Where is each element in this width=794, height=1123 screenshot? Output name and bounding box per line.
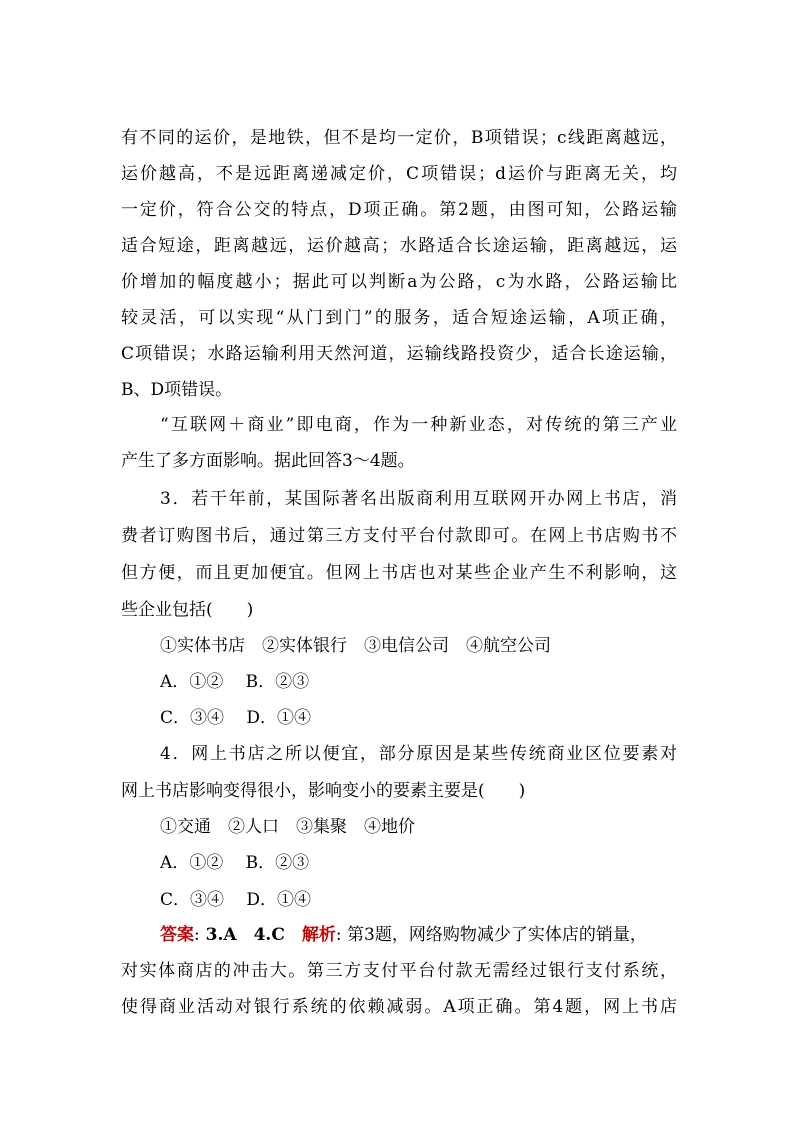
question-4-items: ①交通 ②人口 ③集聚 ④地价 <box>160 817 415 837</box>
question-3-options: C．③④ D．①④ <box>160 708 312 728</box>
paragraph-line: 较灵活，可以实现“从门到门”的服务，适合短途运输，A项正确， <box>121 308 677 328</box>
question-3-stem: 但方便，而且更加便宜。但网上书店也对某些企业产生不利影响，这 <box>121 563 677 583</box>
paragraph-line: 一定价，符合公交的特点，D项正确。第2题，由图可知，公路运输 <box>121 200 677 220</box>
analysis-text: 第3题，网络购物减少了实体店的销量， <box>341 925 647 945</box>
analysis-colon: : <box>335 925 342 945</box>
question-4-stem: 网上书店影响变得很小，影响变小的要素主要是( ) <box>121 781 526 801</box>
question-3-stem: 些企业包括( ) <box>121 600 254 620</box>
question-4-options: C．③④ D．①④ <box>160 890 312 910</box>
answer-value: 3.A 4.C <box>199 925 302 945</box>
answer-line <box>160 923 677 947</box>
intro-line: 产生了多方面影响。据此回答3～4题。 <box>121 451 415 471</box>
paragraph-line: 有不同的运价，是地铁，但不是均一定价，B项错误；c线距离越远， <box>121 128 677 148</box>
answer-label: 答案 <box>160 925 194 945</box>
analysis-line: 对实体商店的冲击大。第三方支付平台付款无需经过银行支付系统， <box>121 961 677 981</box>
paragraph-line: 适合短途，距离越远，运价越高；水路适合长途运输，距离越远，运 <box>121 236 677 256</box>
paragraph-line: 价增加的幅度越小；据此可以判断a为公路，c为水路，公路运输比 <box>121 272 677 292</box>
paragraph-line: 运价越高，不是远距离递减定价，C项错误；d运价与距离无关，均 <box>121 164 677 184</box>
analysis-line: 使得商业活动对银行系统的依赖减弱。A项正确。第4题，网上书店 <box>121 997 677 1017</box>
question-4-stem: 4．网上书店之所以便宜，部分原因是某些传统商业区位要素对 <box>160 744 677 764</box>
intro-line: “互联网＋商业”即电商，作为一种新业态，对传统的第三产业 <box>160 415 677 435</box>
paragraph-line: C项错误；水路运输利用天然河道，运输线路投资少，适合长途运输， <box>121 344 677 364</box>
question-3-options: A．①② B．②③ <box>160 672 310 692</box>
analysis-label: 解析 <box>301 925 336 945</box>
question-4-options: A．①② B．②③ <box>160 853 310 873</box>
answer-colon: : <box>194 925 200 945</box>
question-3-stem: 3．若干年前，某国际著名出版商利用互联网开办网上书店，消 <box>160 489 677 509</box>
question-3-items: ①实体书店 ②实体银行 ③电信公司 ④航空公司 <box>160 636 551 656</box>
paragraph-line: B、D项错误。 <box>121 380 233 400</box>
question-3-stem: 费者订购图书后，通过第三方支付平台付款即可。在网上书店购书不 <box>121 526 677 546</box>
